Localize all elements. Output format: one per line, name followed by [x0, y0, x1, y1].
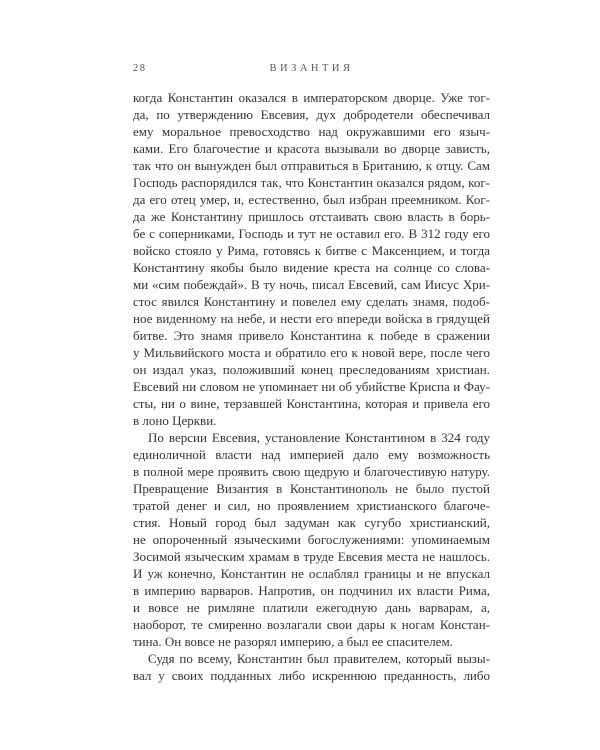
text-line: И уж конечно, Константин не ослаблял границы и не впускал	[133, 566, 490, 581]
text-line: не опороченный языческими богослужениями: упоминаемым	[133, 532, 490, 547]
chapter-title: ВИЗАНТИЯ	[269, 63, 354, 74]
text-line: По версии Евсевия, установление Константином в 324 году	[148, 430, 490, 445]
text-line: ками. Его благочестие и красота вызывали во дворце зависть,	[133, 141, 490, 156]
text-line: да, по утверждению Евсевия, дух добродетели обеспечивал	[133, 107, 490, 122]
text-line: ное виденному на небе, и нести его впереди войска в грядущей	[133, 311, 490, 326]
text-line: так что он вынужден был отправиться в Британию, к отцу. Сам	[133, 158, 490, 173]
text-block	[133, 89, 490, 684]
text-line: вал у своих подданных либо искреннюю преданность, либо	[133, 668, 490, 683]
text-line: битве. Это знамя привело Константина к победе в сражении	[133, 328, 490, 343]
text-line: бе с соперниками, Господь и тут не оставил его. В 312 году его	[133, 226, 490, 241]
text-line: войско стояло у Рима, готовясь к битве с Максенцием, и тогда	[133, 243, 490, 258]
text-line: в лоно Церкви.	[133, 413, 217, 428]
text-line: Константину якобы было видение креста на солнце со слова-	[133, 260, 490, 275]
text-line: Евсевий ни словом не упоминает ни об убийстве Криспа и Фау-	[133, 379, 490, 394]
page-number: 28	[133, 63, 147, 74]
text-line: да его отец умер, и, естественно, был избран преемником. Ког-	[133, 192, 490, 207]
text-line: тратой денег и сил, но проявлением христианского благоче-	[133, 498, 490, 513]
text-line: когда Константин оказался в императорском дворце. Уже тог-	[133, 90, 490, 105]
text-line: стия. Новый город был задуман как сугубо христианский,	[133, 515, 490, 530]
text-line: он издал указ, положивший конец преследованиям христиан.	[133, 362, 490, 377]
text-line: в империю варваров. Напротив, он подчинил их власти Рима,	[133, 583, 490, 598]
text-line: наоборот, те смиренно возлагали свои дары к ногам Констан-	[133, 617, 490, 632]
text-line: ему моральное превосходство над окружавшими его языч-	[133, 124, 490, 139]
text-line: тина. Он вовсе не разорял империю, а был ее спасителем.	[133, 634, 453, 649]
text-line: ми «сим побеждай». В ту ночь, писал Евсевий, сам Иисус Хри-	[133, 277, 490, 292]
text-line: сты, ни о вине, терзавшей Константина, которая и привела его	[133, 396, 490, 411]
text-line: единоличной власти над империей дало ему возможность	[133, 447, 490, 462]
text-line: стос явился Константину и повелел ему сделать знамя, подоб-	[133, 294, 490, 309]
text-line: да же Константину пришлось отстаивать свою власть в борь-	[133, 209, 490, 224]
text-line: Превращение Византия в Константинополь не было пустой	[133, 481, 490, 496]
text-line: и вовсе не римляне платили ежегодную дань варварам, а,	[133, 600, 490, 615]
text-line: Зосимой языческим храмам в труде Евсевия места не нашлось.	[133, 549, 490, 564]
text-line: в полной мере проявить свою щедрую и благочестивую натуру.	[133, 464, 490, 479]
running-head	[133, 62, 490, 75]
text-line: Судя по всему, Константин был правителем, который вызы-	[148, 651, 490, 666]
text-line: у Мильвийского моста и обратило его к новой вере, после чего	[133, 345, 490, 360]
text-line: Господь распорядился так, что Константин оказался рядом, ког-	[133, 175, 490, 190]
